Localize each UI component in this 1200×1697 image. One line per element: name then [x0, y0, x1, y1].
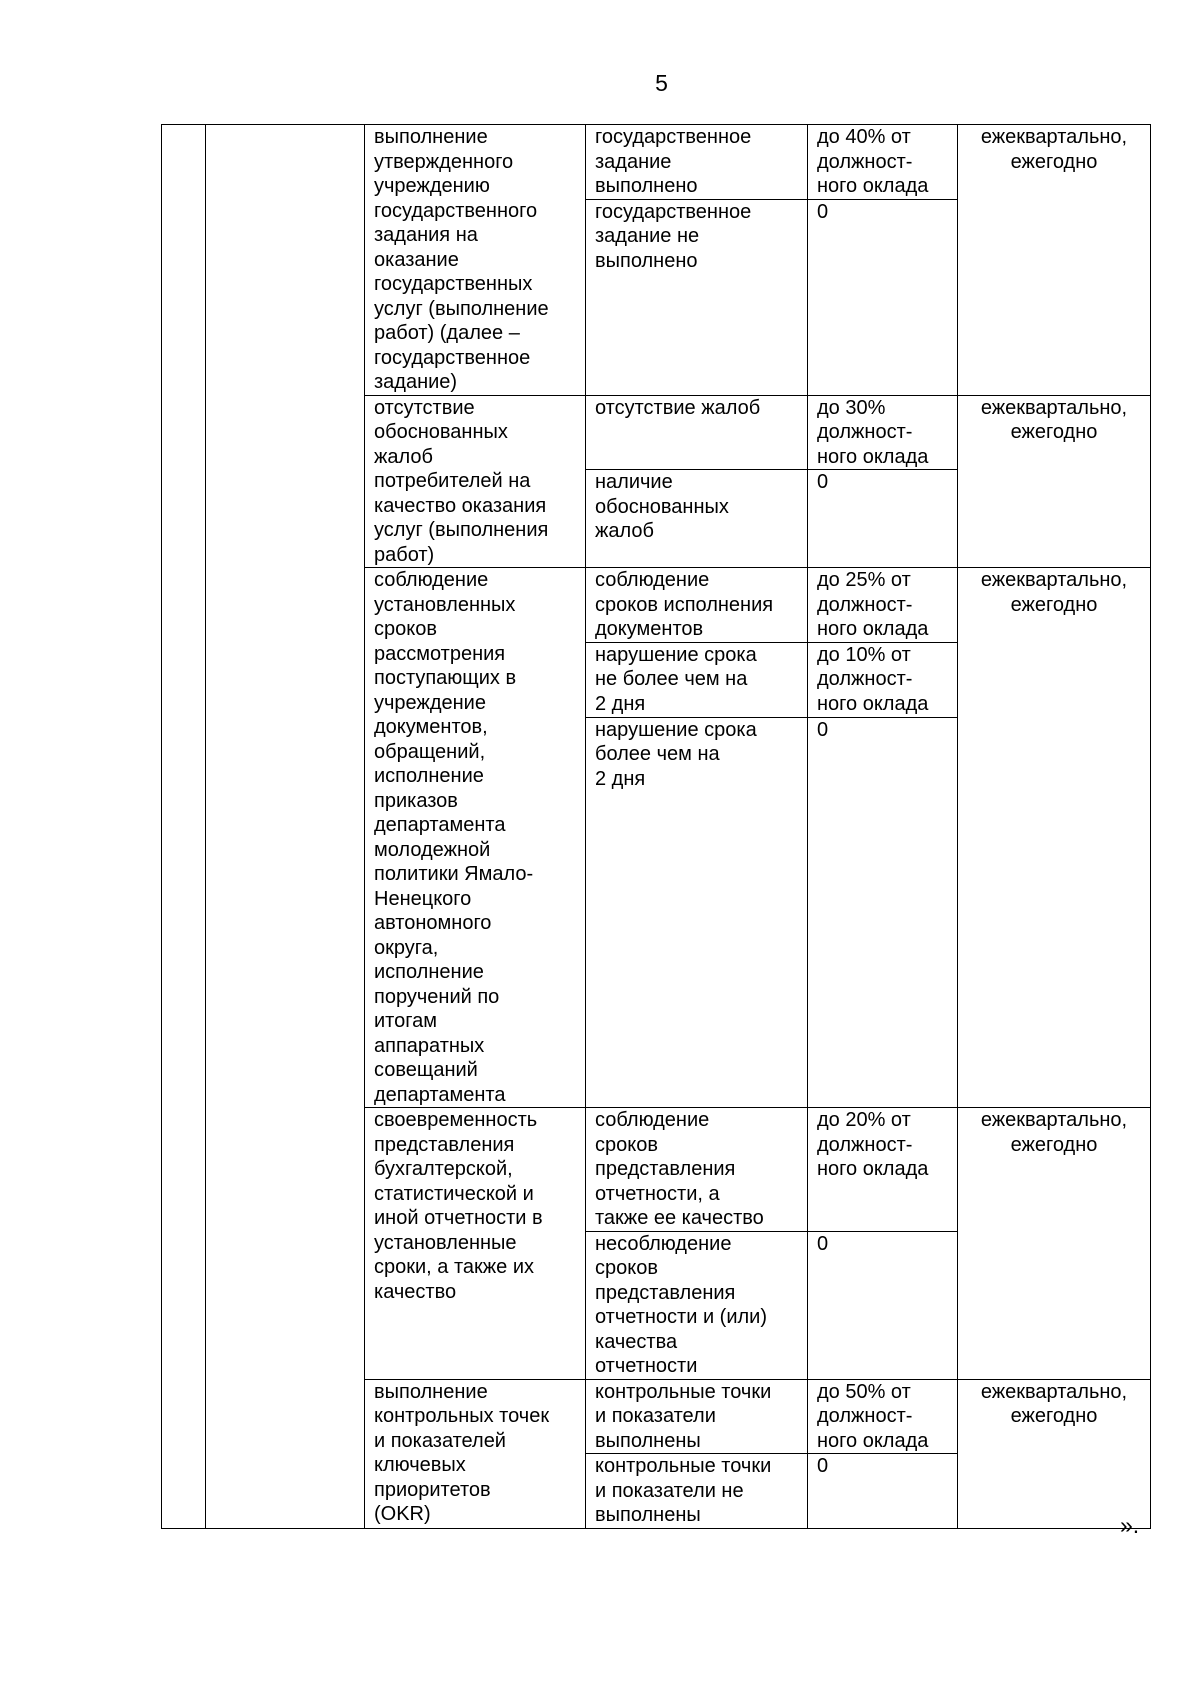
- text-line: качество оказания: [374, 494, 547, 517]
- text-line: отсутствие жалоб: [595, 396, 761, 419]
- text-line: государственное: [595, 126, 752, 148]
- text-line: приказов: [374, 789, 458, 812]
- text-line: 0: [817, 1232, 829, 1255]
- text-line: ключевых: [374, 1454, 466, 1476]
- text-line: ежеквартально,: [980, 569, 1128, 591]
- criterion-cell: [365, 1108, 586, 1380]
- text-line: ежеквартально,: [980, 396, 1128, 419]
- amount-cell: [808, 1454, 958, 1529]
- period-cell: [958, 395, 1151, 568]
- criteria-table-body: [162, 125, 1151, 1529]
- text-line: жалоб: [595, 520, 654, 543]
- text-line: департамента: [374, 1083, 506, 1106]
- text-line: отчетности, а: [595, 1182, 720, 1205]
- text-line: отчетности и (или): [595, 1306, 768, 1328]
- text-line: выполнены: [595, 1504, 701, 1526]
- text-line: аппаратных: [374, 1034, 485, 1057]
- amount-cell: [808, 395, 958, 470]
- text-line: контрольные точки: [595, 1380, 772, 1403]
- text-line: должност-: [817, 593, 913, 616]
- text-line: отчетности: [595, 1355, 698, 1377]
- text-line: сроков исполнения: [595, 593, 774, 616]
- text-line: контрольных точек: [374, 1405, 550, 1427]
- text-line: качества: [595, 1330, 678, 1353]
- text-line: ежеквартально,: [980, 1380, 1128, 1403]
- amount-cell: [808, 125, 958, 200]
- text-line: сроков: [374, 618, 437, 640]
- amount-cell: [808, 1231, 958, 1379]
- text-line: нарушение срока: [595, 643, 757, 666]
- text-line: задания на: [374, 224, 478, 246]
- text-line: округа,: [374, 936, 439, 959]
- text-line: департамента: [374, 814, 506, 836]
- text-line: должност-: [817, 150, 913, 173]
- condition-cell: [586, 470, 808, 568]
- text-line: не более чем на: [595, 668, 748, 691]
- amount-cell: [808, 1108, 958, 1232]
- text-line: автономного: [374, 912, 492, 934]
- text-line: до 20% от: [817, 1109, 911, 1131]
- amount-cell: [808, 717, 958, 1107]
- text-line: ного оклада: [817, 1158, 929, 1180]
- text-line: политики Ямало-: [374, 863, 534, 885]
- text-line: государственное: [374, 346, 531, 369]
- text-line: поступающих в: [374, 667, 517, 689]
- text-line: установленных: [374, 593, 516, 616]
- text-line: должност-: [817, 1133, 913, 1156]
- text-line: качество: [374, 1280, 457, 1303]
- text-line: сроков: [595, 1257, 658, 1279]
- text-line: 2 дня: [595, 767, 646, 790]
- condition-cell: [586, 1379, 808, 1454]
- text-line: и показателей: [374, 1429, 506, 1452]
- text-line: молодежной: [374, 838, 491, 861]
- text-line: 2 дня: [595, 692, 646, 715]
- text-line: приоритетов: [374, 1478, 491, 1501]
- closing-quote-mark: ».: [1120, 1512, 1140, 1538]
- text-line: итогам: [374, 1010, 437, 1032]
- text-line: жалоб: [374, 445, 433, 468]
- text-line: ежегодно: [1010, 150, 1098, 173]
- amount-cell: [808, 568, 958, 643]
- text-line: поручений по: [374, 985, 500, 1008]
- condition-cell: [586, 568, 808, 643]
- text-line: ного оклада: [817, 175, 929, 197]
- criteria-table: [161, 124, 1151, 1529]
- text-line: соблюдение: [374, 569, 489, 591]
- text-line: контрольные точки: [595, 1455, 772, 1477]
- text-line: до 30%: [817, 396, 886, 419]
- text-line: услуг (выполнения: [374, 519, 549, 541]
- text-line: Ненецкого: [374, 887, 472, 910]
- text-line: утвержденного: [374, 150, 514, 173]
- text-line: (OKR): [374, 1503, 431, 1525]
- text-line: до 50% от: [817, 1380, 911, 1403]
- text-line: должност-: [817, 421, 913, 443]
- condition-cell: [586, 1108, 808, 1232]
- text-line: сроки, а также их: [374, 1256, 534, 1278]
- text-line: работ) (далее –: [374, 322, 520, 344]
- text-line: сроков: [595, 1133, 658, 1156]
- text-line: до 25% от: [817, 569, 911, 591]
- text-line: обоснованных: [374, 421, 508, 443]
- condition-cell: [586, 1231, 808, 1379]
- text-line: обоснованных: [595, 495, 729, 518]
- text-line: исполнение: [374, 961, 484, 983]
- condition-cell: [586, 395, 808, 470]
- text-line: должност-: [817, 1405, 913, 1427]
- text-line: также ее качество: [595, 1207, 764, 1229]
- period-cell: [958, 568, 1151, 1108]
- text-line: отсутствие: [374, 396, 475, 419]
- condition-cell: [586, 125, 808, 200]
- text-line: представления: [595, 1281, 736, 1304]
- text-line: наличие: [595, 471, 673, 494]
- text-line: задание: [595, 150, 672, 173]
- text-line: выполнение: [374, 126, 488, 148]
- text-line: ного оклада: [817, 445, 929, 468]
- text-line: услуг (выполнение: [374, 297, 549, 320]
- text-line: учреждение: [374, 691, 486, 714]
- text-line: ежегодно: [1010, 1133, 1098, 1156]
- amount-cell: [808, 642, 958, 717]
- text-line: представления: [595, 1158, 736, 1180]
- text-line: статистической и: [374, 1182, 534, 1205]
- text-line: 0: [817, 471, 829, 494]
- text-line: до 10% от: [817, 643, 911, 666]
- condition-cell: [586, 1454, 808, 1529]
- position-cell: [206, 125, 365, 1529]
- condition-cell: [586, 642, 808, 717]
- text-line: выполнено: [595, 249, 698, 272]
- text-line: соблюдение: [595, 1109, 710, 1131]
- text-line: 0: [817, 718, 829, 741]
- number-cell: [162, 125, 206, 1529]
- text-line: документов: [595, 618, 704, 640]
- text-line: исполнение: [374, 765, 484, 787]
- text-line: ежегодно: [1010, 421, 1098, 443]
- criterion-cell: [365, 1379, 586, 1528]
- text-line: более чем на: [595, 743, 720, 766]
- text-line: потребителей на: [374, 470, 531, 492]
- text-line: ного оклада: [817, 692, 929, 715]
- condition-cell: [586, 717, 808, 1107]
- text-line: рассмотрения: [374, 642, 506, 665]
- text-line: установленные: [374, 1231, 517, 1254]
- criterion-cell: [365, 568, 586, 1108]
- criterion-cell: [365, 395, 586, 568]
- text-line: 0: [817, 200, 829, 223]
- text-line: выполнены: [595, 1429, 701, 1452]
- amount-cell: [808, 199, 958, 395]
- amount-cell: [808, 470, 958, 568]
- text-line: 0: [817, 1455, 829, 1477]
- text-line: иной отчетности в: [374, 1207, 543, 1229]
- text-line: несоблюдение: [595, 1232, 732, 1255]
- text-line: выполнено: [595, 175, 698, 197]
- text-line: ного оклада: [817, 618, 929, 640]
- text-line: ежегодно: [1010, 593, 1098, 616]
- text-line: государственного: [374, 199, 538, 222]
- text-line: совещаний: [374, 1059, 478, 1081]
- text-line: соблюдение: [595, 569, 710, 591]
- table-row: [162, 125, 1151, 200]
- text-line: представления: [374, 1133, 515, 1156]
- text-line: ежегодно: [1010, 1405, 1098, 1427]
- text-line: задание): [374, 371, 458, 393]
- text-line: своевременность: [374, 1109, 538, 1131]
- text-line: обращений,: [374, 740, 486, 763]
- text-line: нарушение срока: [595, 718, 757, 741]
- text-line: оказание: [374, 248, 459, 271]
- amount-cell: [808, 1379, 958, 1454]
- period-cell: [958, 1379, 1151, 1528]
- text-line: бухгалтерской,: [374, 1158, 513, 1180]
- text-line: работ): [374, 543, 435, 566]
- text-line: задание не: [595, 225, 700, 248]
- text-line: учреждению: [374, 175, 490, 197]
- text-line: до 40% от: [817, 126, 911, 148]
- text-line: ежеквартально,: [980, 126, 1128, 148]
- text-line: ежеквартально,: [980, 1109, 1128, 1131]
- period-cell: [958, 125, 1151, 396]
- text-line: государственных: [374, 273, 533, 295]
- text-line: документов,: [374, 716, 488, 738]
- text-line: выполнение: [374, 1380, 488, 1403]
- text-line: и показатели не: [595, 1479, 744, 1502]
- text-line: ного оклада: [817, 1429, 929, 1452]
- text-line: государственное: [595, 200, 752, 223]
- period-cell: [958, 1108, 1151, 1380]
- text-line: и показатели: [595, 1405, 716, 1427]
- page-number: 5: [655, 70, 668, 96]
- text-line: должност-: [817, 668, 913, 691]
- condition-cell: [586, 199, 808, 395]
- criterion-cell: [365, 125, 586, 396]
